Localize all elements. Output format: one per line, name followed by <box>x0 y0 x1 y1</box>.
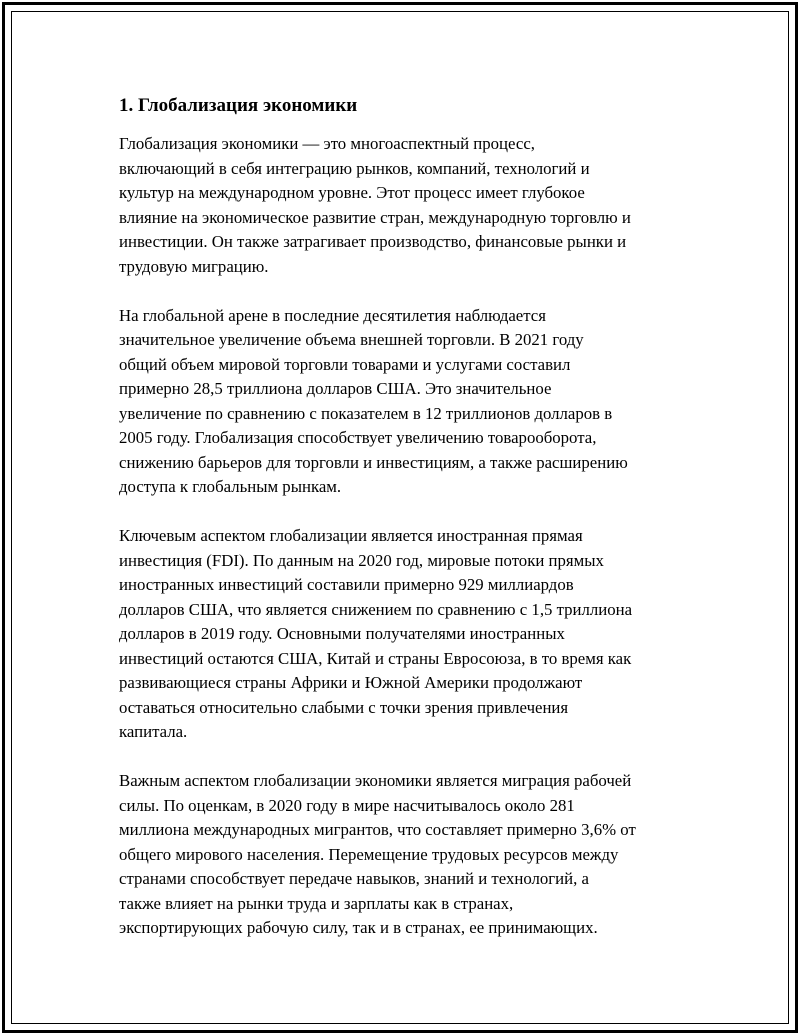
paragraph-line: трудовую миграцию. <box>119 256 269 276</box>
paragraph-3 <box>119 524 689 745</box>
paragraph-line: развивающиеся страны Африки и Южной Америки продолжают <box>119 673 583 692</box>
paragraph-2 <box>119 304 689 500</box>
paragraph-line: влияние на экономическое развитие стран, международную торговлю и <box>119 207 631 227</box>
paragraph-line: 2005 году. Глобализация способствует увеличению товарооборота, <box>119 428 597 447</box>
paragraph-line: экспортирующих рабочую силу, так и в странах, ее принимающих. <box>119 918 598 937</box>
paragraph-line: странами способствует передаче навыков, знаний и технологий, а <box>119 869 589 888</box>
paragraph-line: также влияет на рынки труда и зарплаты как в странах, <box>119 893 514 913</box>
section-heading: 1. Глобализация экономики <box>119 95 358 116</box>
document-body <box>119 93 689 941</box>
paragraph-line: оставаться относительно слабыми с точки зрения привлечения <box>119 697 569 717</box>
paragraph-line: примерно 28,5 триллиона долларов США. Это значительное <box>119 379 552 398</box>
paragraph-line: долларов США, что является снижением по сравнению с 1,5 триллиона <box>119 599 633 619</box>
paragraph-line: капитала. <box>119 722 188 741</box>
paragraph-line: На глобальной арене в последние десятилетия наблюдается <box>119 305 546 325</box>
paragraph-line: включающий в себя интеграцию рынков, компаний, технологий и <box>119 158 590 178</box>
paragraph-line: иностранных инвестиций составили примерно 929 миллиардов <box>119 575 574 594</box>
paragraph-line: доступа к глобальным рынкам. <box>119 477 342 496</box>
paragraph-line: инвестиции. Он также затрагивает производство, финансовые рынки и <box>119 232 627 251</box>
paragraph-4 <box>119 769 689 941</box>
paragraph-line: долларов в 2019 году. Основными получателями иностранных <box>119 624 565 643</box>
paragraph-line: общий объем мировой торговли товарами и услугами составил <box>119 354 571 374</box>
paragraph-line: Важным аспектом глобализации экономики является миграция рабочей <box>119 771 632 790</box>
paragraph-line: инвестиций остаются США, Китай и страны Евросоюза, в то время как <box>119 648 632 668</box>
paragraph-line: снижению барьеров для торговли и инвестициям, а также расширению <box>119 452 628 472</box>
paragraph-line: Ключевым аспектом глобализации является иностранная прямая <box>119 526 583 545</box>
paragraph-line: миллиона международных мигрантов, что составляет примерно 3,6% от <box>119 820 636 839</box>
paragraph-line: культур на международном уровне. Этот процесс имеет глубокое <box>119 183 585 202</box>
paragraph-line: Глобализация экономики — это многоаспектный процесс, <box>119 134 535 153</box>
paragraph-line: увеличение по сравнению с показателем в 12 триллионов долларов в <box>119 403 613 423</box>
paragraph-1 <box>119 132 689 279</box>
paragraph-line: значительное увеличение объема внешней торговли. В 2021 году <box>119 330 584 349</box>
paragraph-line: общего мирового населения. Перемещение трудовых ресурсов между <box>119 844 619 864</box>
paragraph-line: силы. По оценкам, в 2020 году в мире насчитывалось около 281 <box>119 795 575 815</box>
paragraph-line: инвестиция (FDI). По данным на 2020 год, мировые потоки прямых <box>119 550 604 570</box>
paragraphs-container <box>119 132 689 941</box>
